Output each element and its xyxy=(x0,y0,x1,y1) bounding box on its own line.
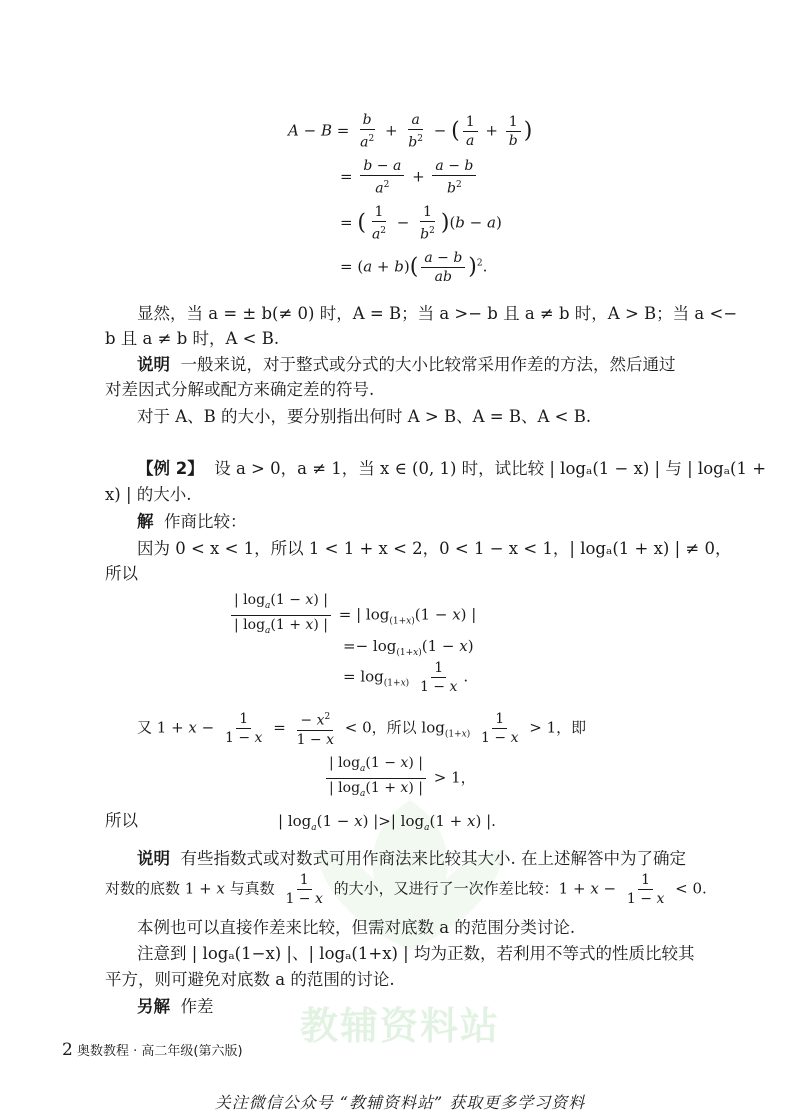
page-number: 2 xyxy=(62,1040,73,1060)
paragraph-7-line-1: 注意到 | logₐ(1−x) |、| logₐ(1+x) | 均为正数，若利用不等式的性质比较其 xyxy=(137,944,695,963)
bottom-promo-text: 关注微信公众号 “教辅资料站” 获取更多学习资料 xyxy=(214,1093,586,1112)
note-2-line-2: 对数的底数 1 + x 与真数 $\frac{1}{1 - x}$ 的大小，又进行了一次作差比较：1 + x − $\frac{1}{1 - x}$ < 0. xyxy=(105,872,707,907)
example-2-text: 设 a > 0，a ≠ 1，当 x ∈ (0, 1) 时，试比较 | logₐ(1 − x) | 与 | logₐ(1 + xyxy=(214,459,767,478)
note-2-label: 说明 xyxy=(137,849,170,868)
paragraph-3-line-2: 所以 xyxy=(105,564,138,583)
example-2-line-1 xyxy=(137,459,766,479)
book-title: 奥数教程 · 高二年级(第六版) xyxy=(76,1044,243,1059)
equation-3: $\frac{| \log_a(1 - x) |}{| \log_a(1 + x) |}$ > 1， xyxy=(323,755,476,802)
watermark-text: 教辅资料站 xyxy=(300,1004,501,1048)
equation-1-line-1: A − B = $\frac{b}{a^2}$ + $\frac{a}{b^2}$ − ( $\frac{1}{a}$ + $\frac{1}{b}$ ) xyxy=(288,112,533,151)
equation-1-line-2: = $\frac{b - a}{a^2}$ + $\frac{a - b}{b^2}$ xyxy=(340,158,479,197)
paragraph-6: 本例也可以直接作差来比较，但需对底数 a 的范围分类讨论. xyxy=(137,918,576,937)
note-2-line-1 xyxy=(137,849,686,869)
alt-solution-text: 作差 xyxy=(180,997,214,1016)
equation-2-line-1: $\frac{| \log_a(1 - x) |}{| \log_a(1 + x) |}$ = | $\log_{(1+x)}(1 - x)$ | xyxy=(228,592,476,639)
equation-2-line-2: =− $\log_{(1+x)}(1 - x)$ xyxy=(343,637,474,658)
page-footer xyxy=(62,1040,243,1060)
note-1-label: 说明 xyxy=(137,355,170,374)
note-1-line-2: 对差因式分解或配方来确定差的符号. xyxy=(105,380,375,399)
equation-1-line-4: = (a + b)( $\frac{a - b}{ab}$ )$^2$. xyxy=(340,250,488,285)
alt-solution-label: 另解 xyxy=(137,997,170,1016)
conclusion-label: 所以 xyxy=(105,811,138,830)
paragraph-1-line-1: 显然，当 a = ± b(≠ 0) 时，A = B；当 a >− b 且 a ≠ b 时，A > B；当 a <− xyxy=(137,304,738,323)
paragraph-2: 对于 A、B 的大小，要分别指出何时 A > B、A = B、A < B. xyxy=(137,407,592,426)
equation-2-line-3: = $\log_{(1+x)}$ $\frac{1}{1 - x}$ . xyxy=(343,660,469,695)
note-1-text: 一般来说，对于整式或分式的大小比较常采用作差的方法，然后通过 xyxy=(180,355,676,374)
alt-solution-line xyxy=(137,997,214,1017)
example-2-label: 【例 2】 xyxy=(137,459,204,478)
note-2-text: 有些指数式或对数式可用作商法来比较其大小. 在上述解答中为了确定 xyxy=(180,849,686,868)
paragraph-3-line-1: 因为 0 < x < 1，所以 1 < 1 + x < 2，0 < 1 − x < 1，| logₐ(1 + x) | ≠ 0， xyxy=(137,539,732,558)
paragraph-7-line-2: 平方，则可避免对底数 a 的范围的讨论. xyxy=(105,970,395,989)
solution-text: 作商比较： xyxy=(164,512,247,531)
solution-label: 解 xyxy=(137,512,154,531)
example-2-line-2: x) | 的大小. xyxy=(105,485,192,504)
equation-1-line-3: = ( $\frac{1}{a^2}$ − $\frac{1}{b^2}$ )(b − a) xyxy=(340,204,502,243)
note-1-line-1 xyxy=(137,355,676,375)
solution-line xyxy=(137,512,247,532)
paragraph-4: 又 1 + x − $\frac{1}{1 - x}$ = $\frac{- x^2}{1 - x}$ < 0，所以 $\log_{(1+x)}$ $\frac{1}{1 - x}$ > 1，即 xyxy=(137,710,587,748)
conclusion-formula: | $\log_a(1 - x)$ |>| $\log_a(1 + x)$ |. xyxy=(278,812,496,833)
paragraph-1-line-2: b 且 a ≠ b 时，A < B. xyxy=(105,329,280,348)
